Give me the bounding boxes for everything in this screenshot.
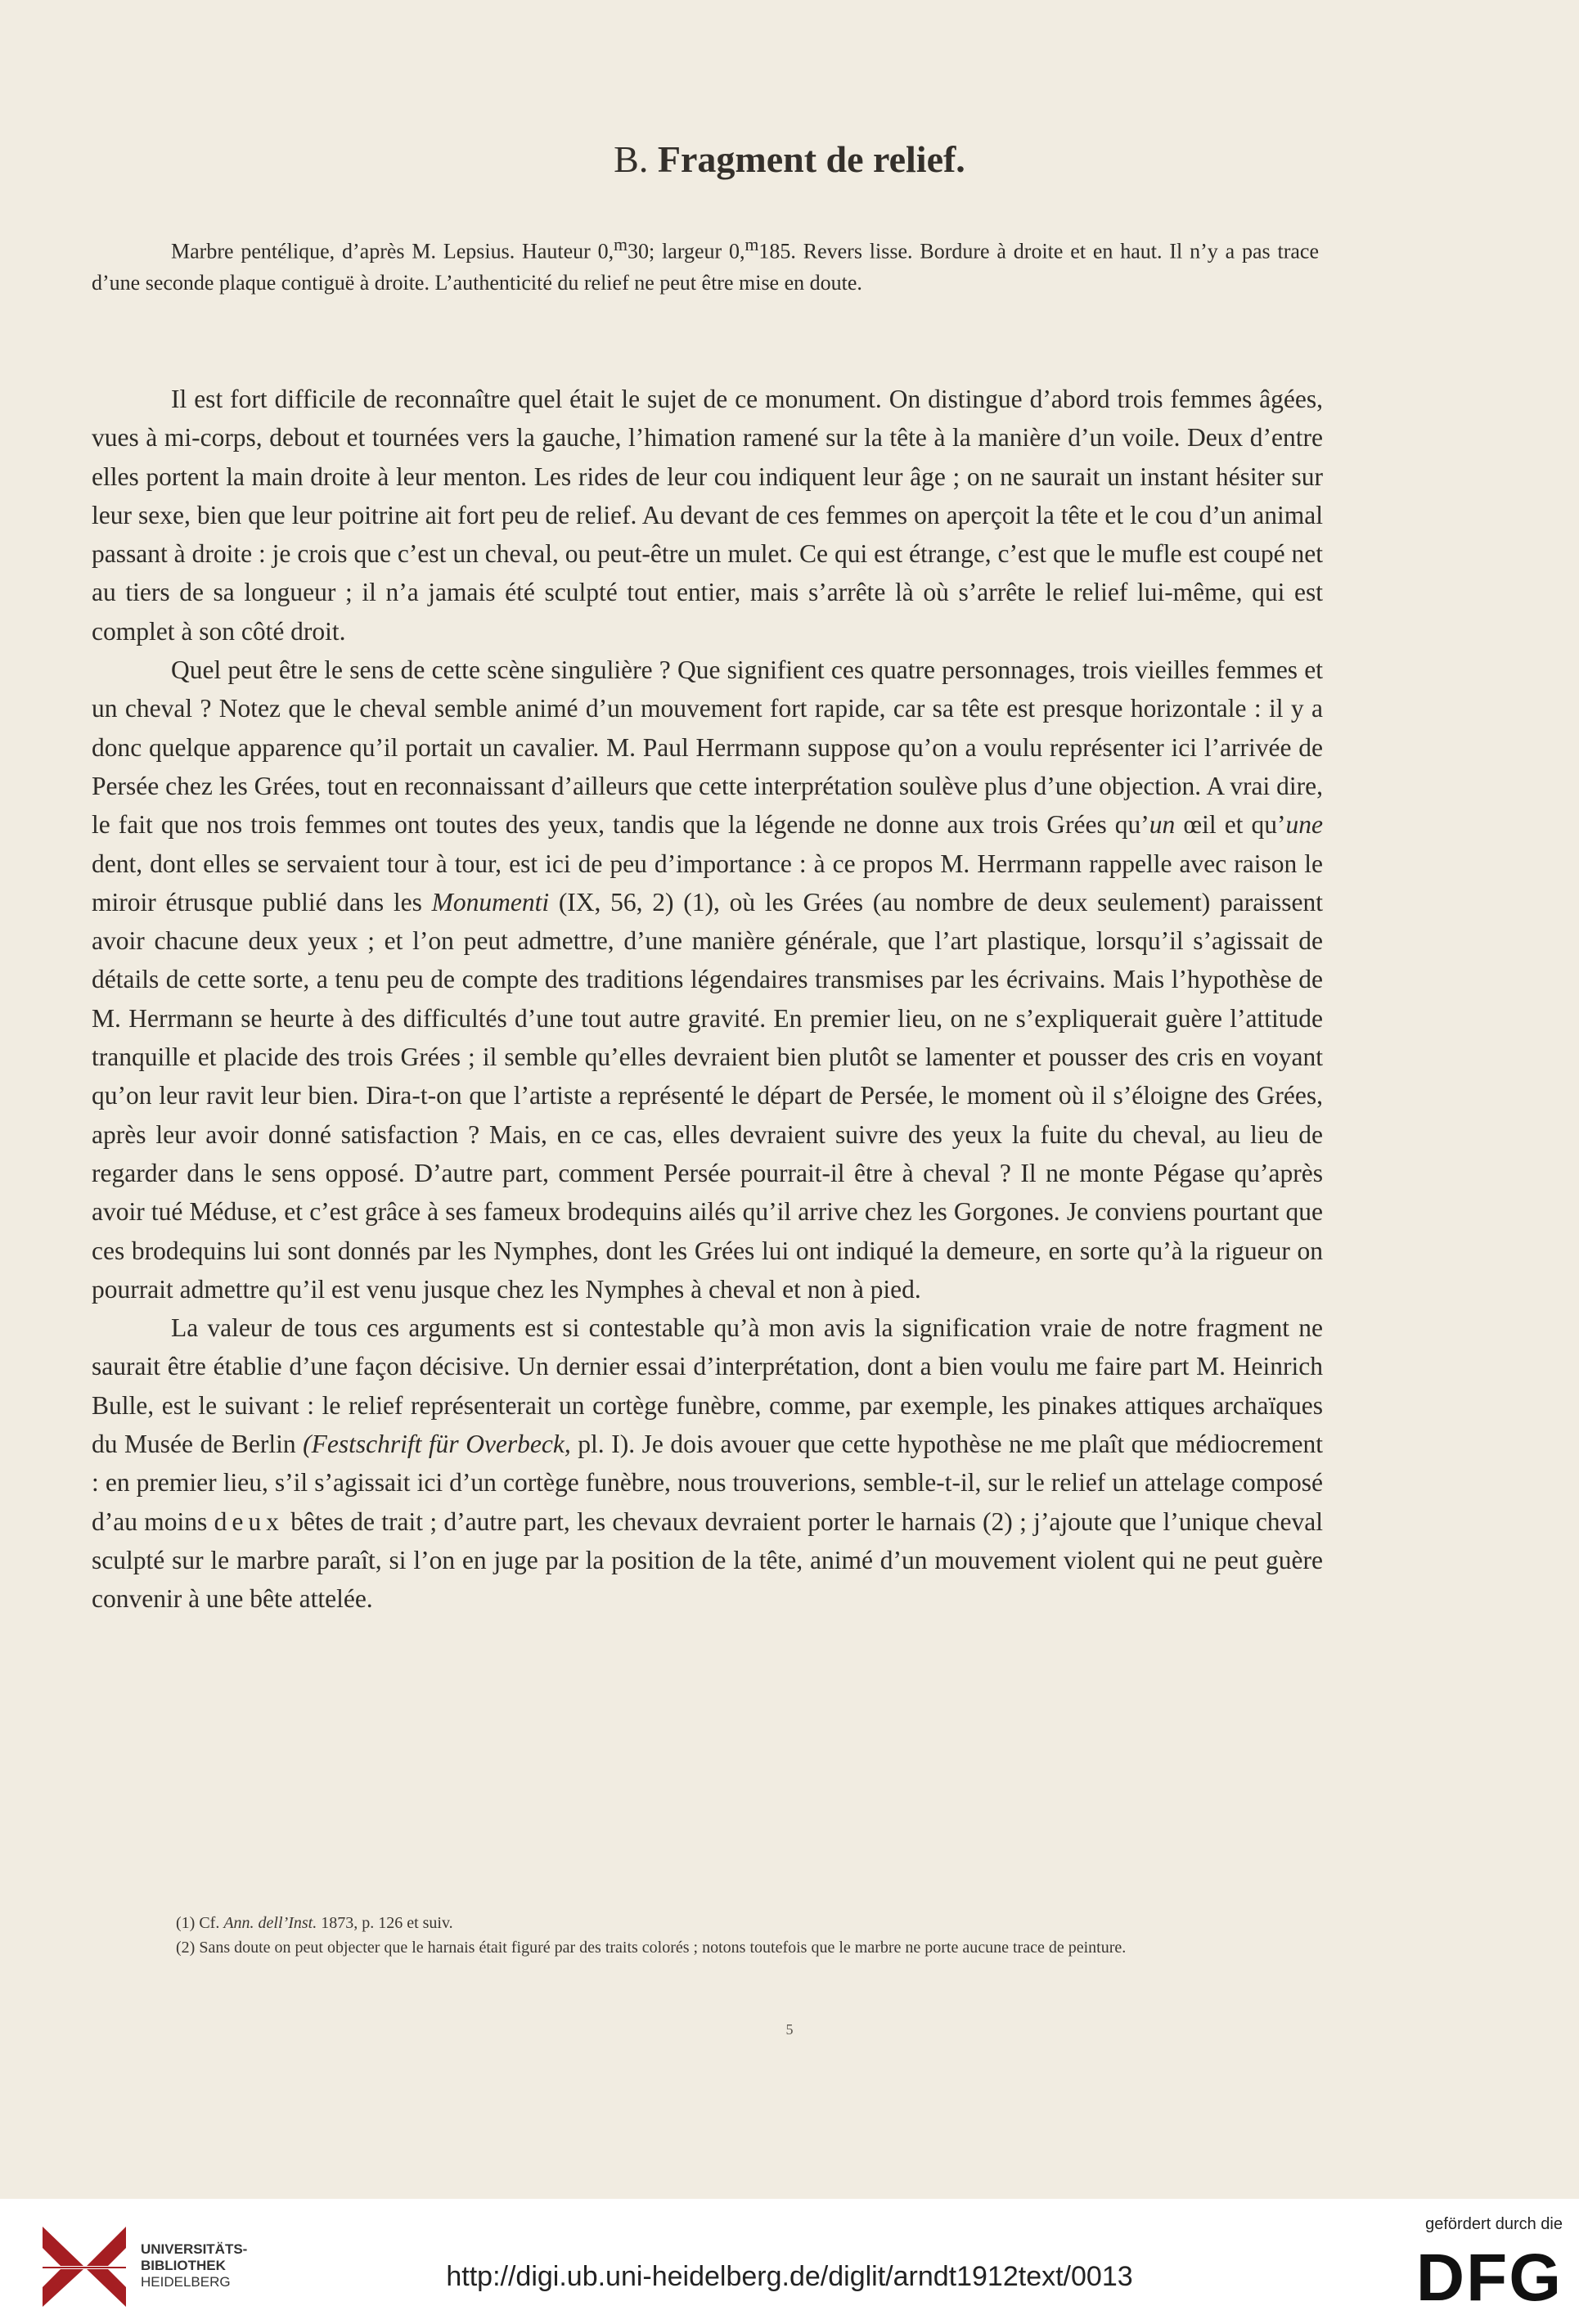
p2-text-d: (IX, 56, 2) (1), où les Grées (au nombre de deux seulement) paraissent avoir chacune deux yeux ; et l’on peut admettre, d’une manière générale, que l’art plastique, lorsqu’il s’agissait de détails de cette sorte, a tenu peu de compte des traditions légendaires transmises par les écrivains. Mais l’hypothèse de M. Herrmann se heurte à des difficultés d’une tout autre gravité. En premier lieu, on ne s’expliquerait guère l’attitude tranquille et placide des trois Grées ; il semble qu’elles devraient bien plutôt se lamenter et pousser des cris en voyant qu’on leur ravit leur bien. Dira-t-on que l’artiste a représenté le départ de Persée, le moment où il s’éloigne des Grées, après leur avoir donné satisfaction ? Mais, en ce cas, elles devraient suivre des yeux la fuite du cheval, au lieu de regarder dans le sens opposé. D’autre part, comment Persée pourrait-il être à cheval ? Il ne monte Pégase qu’après avoir tué Méduse, et c’est grâce à ses fameux brodequins ailés qu’il arrive chez les Gorgones. Je conviens pourtant que ces brodequins lui sont donnés par les Nymphes, dont les Grées lui ont indiqué la demeure, en sorte qu’à la rigueur on pourrait admettre qu’il est venu jusque chez les Nymphes à cheval et non à pied. bbox=[92, 887, 1323, 1304]
p3-text-b: pl. I). Je dois avouer que cette hypothèse ne me plaît que médiocrement : en premier lieu, s’il s’agissait ici d’un cortège funèbre, nous trouverions, semble-t-il, sur le relief un attelage composé d’au moins bbox=[92, 1430, 1324, 1536]
section-title bbox=[0, 137, 1579, 181]
intro-text-3: 185. Revers lisse. Bordure à droite et en haut. Il n’y a pas trace d’une seconde plaque contiguë à droite. L’authenticité du relief ne peut être mise en doute. bbox=[92, 239, 1319, 295]
intro-text-2: 30; largeur 0, bbox=[627, 239, 745, 263]
p2-italic-une: une bbox=[1285, 810, 1323, 840]
permalink-url[interactable]: http://digi.ub.uni-heidelberg.de/diglit/arndt1912text/0013 bbox=[446, 2261, 1133, 2292]
intro-text-1: Marbre pentélique, d’après M. Lepsius. Hauteur 0, bbox=[171, 239, 614, 263]
fn1-text-b: 1873, p. 126 et suiv. bbox=[317, 1914, 453, 1932]
p3-italic-festschrift: (Festschrift für Overbeck, bbox=[303, 1430, 571, 1459]
paragraph-1: Il est fort difficile de reconnaître quel était le sujet de ce monument. On distingue d’abord trois femmes âgées, vues à mi-corps, debout et tournées vers la gauche, l’himation ramené sur la tête à la manière d’un voile. Deux d’entre elles portent la main droite à leur menton. Les rides de leur cou indiquent leur âge ; on ne saurait un instant hésiter sur leur sexe, bien que leur poitrine ait fort peu de relief. Au devant de ces femmes on aperçoit la tête et le cou d’un animal passant à droite : je crois que c’est un cheval, ou peut-être un mulet. Ce qui est étrange, c’est que le mufle est coupé net au tiers de sa longueur ; il n’a jamais été sculpté tout entier, mais s’arrête là où s’arrête le relief lui-même, qui est complet à son côté droit. bbox=[92, 385, 1323, 646]
intro-sup-1: m bbox=[614, 235, 628, 254]
funded-by-text: gefördert durch die bbox=[1425, 2215, 1563, 2233]
dfg-logo: DFG bbox=[1415, 2241, 1563, 2315]
description-paragraph bbox=[92, 229, 1319, 299]
p3-spaced-deux: deux bbox=[214, 1507, 284, 1536]
paragraph-2 bbox=[92, 651, 1323, 1308]
p2-italic-monumenti: Monumenti bbox=[431, 887, 550, 917]
page-number: 5 bbox=[785, 2021, 794, 2038]
p2-text-a: Quel peut être le sens de cette scène singulière ? Que signifient ces quatre personnages, trois vieilles femmes et un cheval ? Notez que le cheval semble animé d’un mouvement fort rapide, car sa tête est presque horizontale : il y a donc quelque apparence qu’il portait un cavalier. M. Paul Herrmann suppose qu’on a voulu représenter ici l’arrivée de Persée chez les Grées, tout en reconnaissant d’ailleurs que cette interprétation soulève plus d’une objection. A vrai dire, le fait que nos trois femmes ont toutes des yeux, tandis que la légende ne donne aux trois Grées qu’ bbox=[92, 655, 1323, 840]
paragraph-3 bbox=[92, 1308, 1323, 1618]
fn1-italic: Ann. dell’Inst. bbox=[223, 1914, 317, 1932]
footnote-2: (2) Sans doute on peut objecter que le harnais était figuré par des traits colorés ; notons toutefois que le marbre ne porte aucune trace de peinture. bbox=[176, 1939, 1127, 1957]
section-heading: Fragment de relief. bbox=[657, 138, 965, 180]
library-name-line-3: HEIDELBERG bbox=[141, 2274, 231, 2290]
section-letter: B. bbox=[614, 138, 649, 180]
body-text bbox=[92, 380, 1323, 1619]
library-name-line-1: UNIVERSITÄTS- bbox=[141, 2241, 248, 2257]
p3-text-a: La valeur de tous ces arguments est si contestable qu’à mon avis la signification vraie de notre fragment ne saurait être établie d’une façon décisive. Un dernier essai d’interprétation, dont a bien voulu me faire part M. Heinrich Bulle, est le suivant : le relief représenterait un cortège funèbre, comme, par exemple, les pinakes attiques archaïques du Musée de Berlin bbox=[92, 1313, 1323, 1459]
intro-sup-2: m bbox=[745, 235, 759, 254]
fn1-text-a: (1) Cf. bbox=[176, 1914, 224, 1932]
p3-text-c: bêtes de trait ; d’autre part, les chevaux devraient porter le harnais (2) ; j’ajoute que l’unique cheval sculpté sur le marbre paraît, si l’on en juge par la position de la tête, animé d’un mouvement violent qui ne peut guère convenir à une bête attelée. bbox=[92, 1507, 1324, 1614]
footnotes bbox=[92, 1911, 1335, 1960]
dfg-block bbox=[1391, 2215, 1563, 2317]
p2-italic-un: un bbox=[1149, 810, 1176, 840]
library-footer bbox=[0, 2199, 1579, 2324]
p2-text-c: dent, dont elles se servaient tour à tour, est ici de peu d’importance : à ce propos M. Herrmann rappelle avec raison le miroir étrusque publié dans les bbox=[92, 849, 1323, 917]
footnote-1 bbox=[92, 1911, 1335, 1935]
p2-text-b: œil et qu’ bbox=[1175, 810, 1286, 840]
library-name-line-2: BIBLIOTHEK bbox=[141, 2258, 226, 2273]
